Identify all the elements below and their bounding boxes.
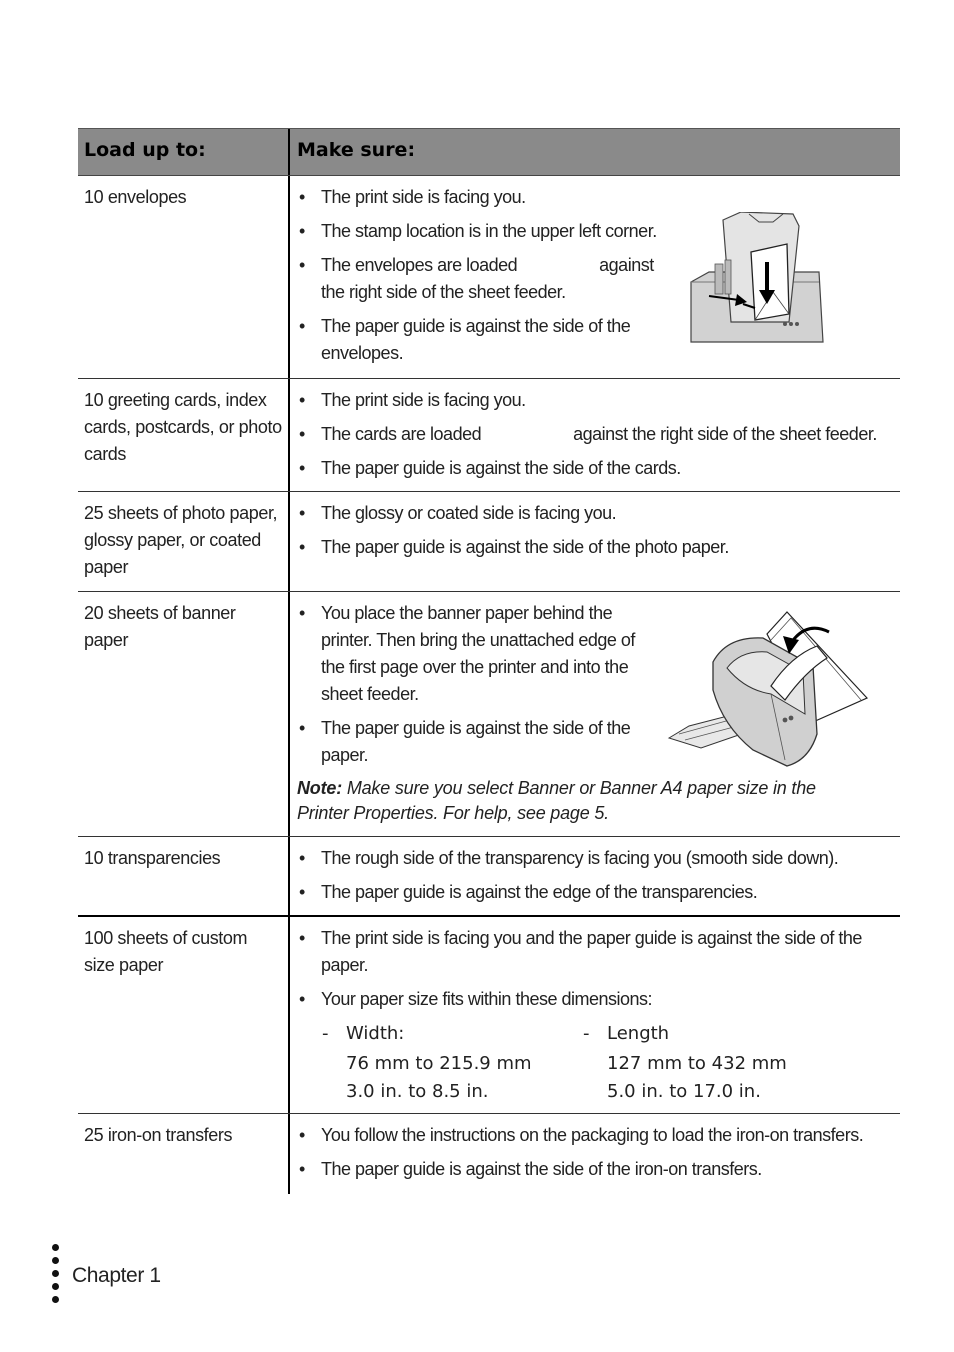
custom-size-dimensions — [297, 1020, 900, 1100]
table-row-envelopes — [78, 176, 900, 379]
table-header — [78, 128, 900, 176]
bullet-item: • The print side is facing you. — [297, 387, 900, 414]
bullet-icon: • — [299, 316, 305, 336]
bullet-item: • The cards are loaded against the right side of the sheet feeder. — [297, 421, 900, 448]
bullet-item: • The paper guide is against the edge of the transparencies. — [297, 879, 900, 906]
bullet-icon: • — [299, 424, 305, 444]
header-load-up-to: Load up to: — [78, 129, 290, 175]
bullet-item: • You place the banner paper behind the printer. Then bring the unattached edge of the first page over the printer and into the sheet feeder. — [297, 600, 647, 708]
table-row-custom-size — [78, 917, 900, 1114]
bullet-icon: • — [299, 255, 305, 275]
bullet-icon: • — [299, 603, 305, 623]
bullet-item: • The envelopes are loaded against the right side of the sheet feeder. — [297, 252, 900, 306]
table-row-cards — [78, 379, 900, 492]
bullet-icon: • — [299, 1159, 305, 1179]
load-cell: 10 envelopes — [78, 176, 290, 378]
make-sure-cell — [290, 592, 900, 836]
make-sure-cell — [290, 492, 900, 591]
load-cell: 25 iron-on transfers — [78, 1114, 290, 1194]
note-label: Note: — [297, 778, 342, 798]
bullet-icon: • — [299, 718, 305, 738]
width-mm: 76 mm to 215.9 mm — [346, 1053, 532, 1074]
bullet-icon: • — [299, 390, 305, 410]
bullet-item: • The print side is facing you and the paper guide is against the side of the paper. — [297, 925, 900, 979]
make-sure-cell — [290, 1114, 900, 1194]
load-cell: 20 sheets of banner paper — [78, 592, 290, 836]
banner-note — [297, 776, 857, 826]
bullet-item: • The paper guide is against the side of the photo paper. — [297, 534, 900, 561]
bullet-item: • The paper guide is against the side of the iron-on transfers. — [297, 1156, 900, 1183]
length-mm: 127 mm to 432 mm — [607, 1053, 787, 1074]
load-cell: 10 greeting cards, index cards, postcards, or photo cards — [78, 379, 290, 491]
bullet-icon: • — [299, 221, 305, 241]
bullet-icon: • — [299, 187, 305, 207]
length-range: - Length 127 mm to 432 mm 5.0 in. to 17.0 in. — [583, 1020, 787, 1106]
table-row-transparencies — [78, 837, 900, 917]
length-label: Length — [607, 1023, 670, 1044]
load-cell: 25 sheets of photo paper, glossy paper, or coated paper — [78, 492, 290, 591]
bullet-item: • The stamp location is in the upper left corner. — [297, 218, 900, 245]
table-row-iron-on — [78, 1114, 900, 1194]
paper-loading-table — [78, 128, 900, 1194]
bullet-icon: • — [299, 503, 305, 523]
header-make-sure: Make sure: — [297, 139, 416, 161]
load-cell: 100 sheets of custom size paper — [78, 917, 290, 1113]
bullet-item: • The print side is facing you. — [297, 184, 900, 211]
bullet-item: • The rough side of the transparency is facing you (smooth side down). — [297, 845, 900, 872]
bullet-icon: • — [299, 882, 305, 902]
width-label: Width: — [346, 1023, 405, 1044]
chapter-label: Chapter 1 — [72, 1264, 161, 1287]
width-in: 3.0 in. to 8.5 in. — [346, 1081, 489, 1102]
length-in: 5.0 in. to 17.0 in. — [607, 1081, 761, 1102]
note-text: Make sure you select Banner or Banner A4 paper size in the Printer Properties. For help, see page 5. — [297, 778, 816, 823]
bullet-item: • The paper guide is against the side of the cards. — [297, 455, 900, 482]
make-sure-cell — [290, 176, 900, 378]
bullet-item: • The paper guide is against the side of the paper. — [297, 715, 647, 769]
bullet-icon: • — [299, 1125, 305, 1145]
bullet-item: • Your paper size fits within these dimensions: — [297, 986, 900, 1013]
bullet-item: • The paper guide is against the side of the envelopes. — [297, 313, 900, 367]
bullet-icon: • — [299, 848, 305, 868]
bullet-icon: • — [299, 537, 305, 557]
table-row-banner-paper — [78, 592, 900, 837]
printer-envelope-loading-illustration — [689, 212, 825, 344]
make-sure-cell — [290, 837, 900, 915]
bullet-icon: • — [299, 458, 305, 478]
load-cell: 10 transparencies — [78, 837, 290, 915]
width-range: - Width: 76 mm to 215.9 mm 3.0 in. to 8.5 in. — [322, 1020, 532, 1106]
make-sure-cell — [290, 379, 900, 491]
bullet-item: • The glossy or coated side is facing you. — [297, 500, 900, 527]
bullet-item: • You follow the instructions on the packaging to load the iron-on transfers. — [297, 1122, 900, 1149]
bullet-icon: • — [299, 989, 305, 1009]
table-row-photo-paper — [78, 492, 900, 592]
printer-banner-paper-illustration — [667, 610, 871, 770]
bullet-icon: • — [299, 928, 305, 948]
make-sure-cell — [290, 917, 900, 1113]
